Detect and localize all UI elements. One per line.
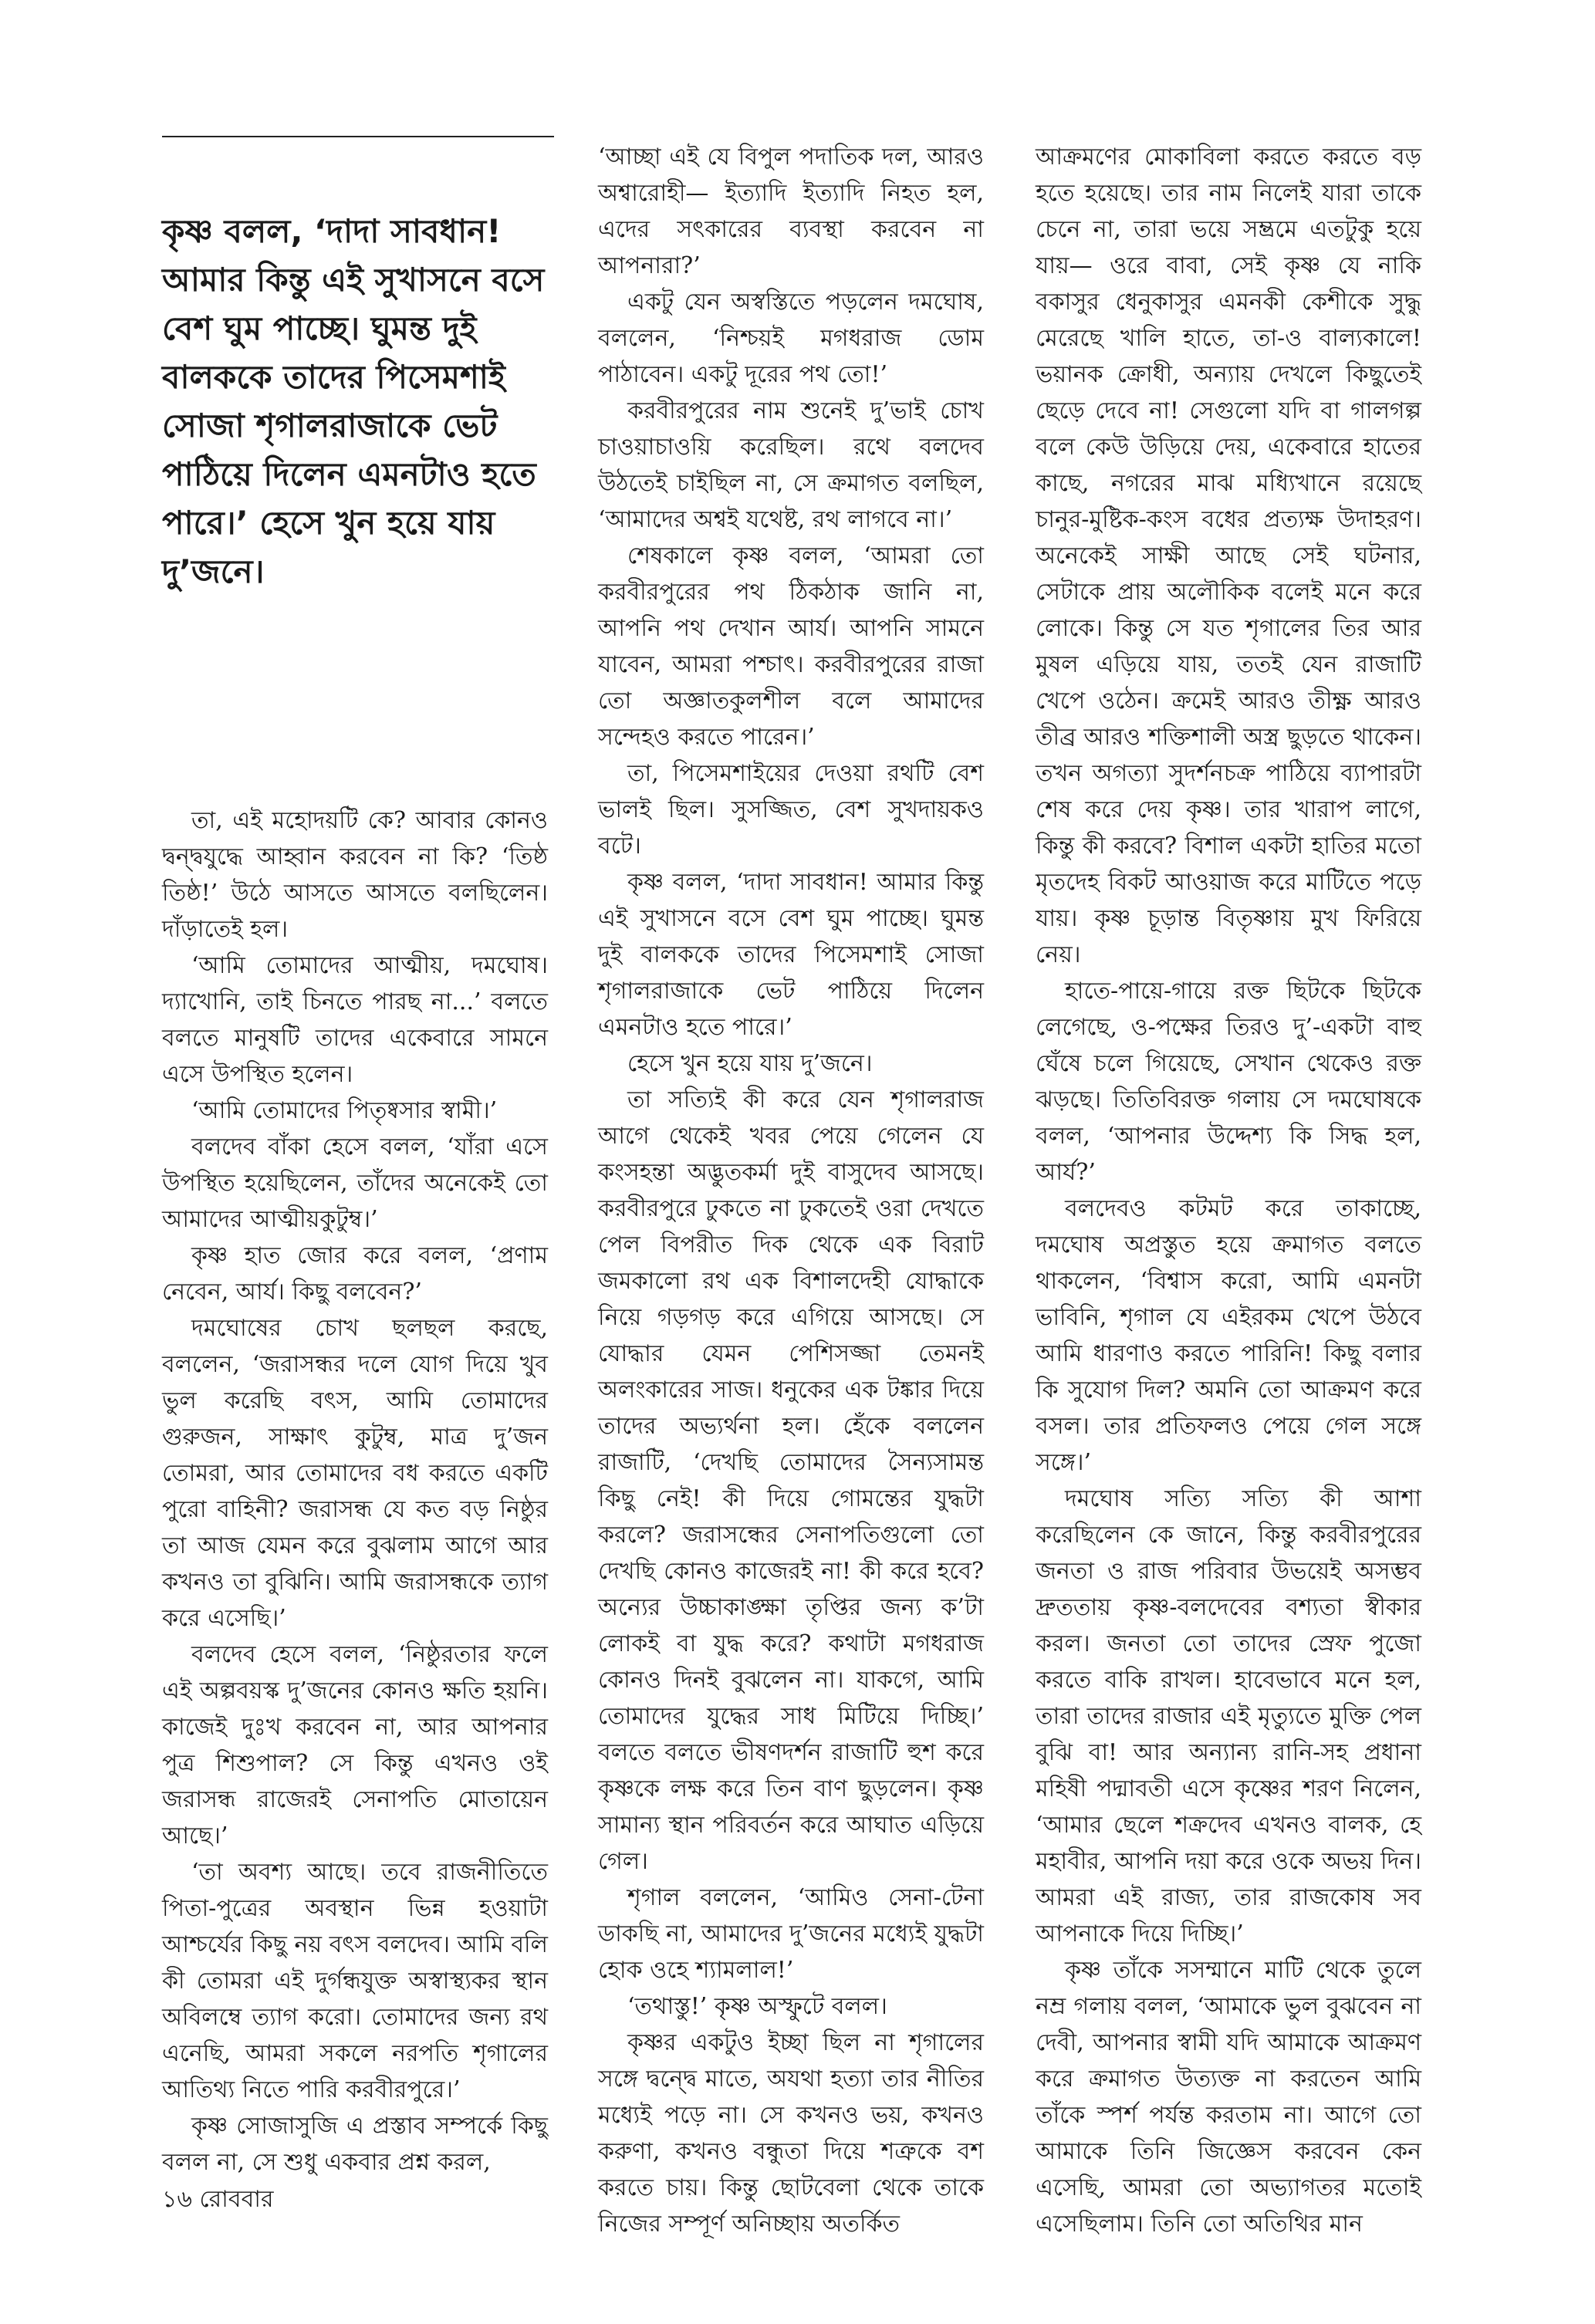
paragraph: দমঘোষ সত্যি সত্যি কী আশা করেছিলেন কে জানে, কিন্তু করবীরপুরের জনতা ও রাজ পরিবার উভয়েই অসম্ভব দ্রুততায় কৃষ্ণ-বলদেবের বশ্যতা স্বীকার করল। জনতা তো তাদের স্রেফ পুজো করতে বাকি রাখল। হাবেভাবে মনে হল, তারা তাদের রাজার এই মৃত্যুতে মুক্তি পেল বুঝি বা! আর অন্যান্য রানি-সহ প্রধানা মহিষী পদ্মাবতী এসে কৃষ্ণের শরণ নিলেন, ‘আমার ছেলে শক্রদেব এখনও বালক, হে মহাবীর, আপনি দয়া করে ওকে অভয় দিন। আমরা এই রাজ্য, তার রাজকোষ সব আপনাকে দিয়ে দিচ্ছি।’ [1036,1485,1421,1947]
pull-quote-rule [162,136,554,137]
paragraph: করবীরপুরের নাম শুনেই দু’ভাই চোখ চাওয়াচাওয়ি করেছিল। রথে বলদেব উঠতেই চাইছিল না, সে ক্রমাগত বলছিল, ‘আমাদের অশ্বই যথেষ্ট, রথ লাগবে না।’ [598,397,984,533]
paragraph: হেসে খুন হয়ে যায় দু’জনে। [627,1050,873,1077]
paragraph: শৃগাল বললেন, ‘আমিও সেনা-টেনা ডাকছি না, আমাদের দু’জনের মধ্যেই যুদ্ধটা হোক ওহে শ্যামলাল!’ [598,1884,984,1984]
paragraph: তা, পিসেমশাইয়ের দেওয়া রথটি বেশ ভালই ছিল। সুসজ্জিত, বেশ সুখদায়কও বটে। [598,760,984,860]
paragraph: বলদেব বাঁকা হেসে বলল, ‘যাঁরা এসে উপস্থিত হয়েছিলেন, তাঁদের অনেকেই তো আমাদের আত্মীয়কুটুম্ব।’ [162,1133,548,1233]
paragraph: দমঘোষের চোখ ছলছল করছে, বললেন, ‘জরাসন্ধর দলে যোগ দিয়ে খুব ভুল করেছি বৎস, আমি তোমাদের গুরুজন, সাক্ষাৎ কুটুম্ব, মাত্র দু’জন তোমরা, আর তোমাদের বধ করতে একটি পুরো বাহিনী? জরাসন্ধ যে কত বড় নিষ্ঠুর তা আজ যেমন করে বুঝলাম আগে আর কখনও তা বুঝিনি। আমি জরাসন্ধকে ত্যাগ করে এসেছি।’ [162,1315,548,1632]
article-column-1 [162,802,548,2180]
paragraph: শেষকালে কৃষ্ণ বলল, ‘আমরা তো করবীরপুরের পথ ঠিকঠাক জানি না, আপনি পথ দেখান আর্য। আপনি সামনে যাবেন, আমরা পশ্চাৎ। করবীরপুরের রাজা তো অজ্ঞাতকুলশীল বলে আমাদের সন্দেহও করতে পারেন।’ [598,542,984,751]
paragraph: হাতে-পায়ে-গায়ে রক্ত ছিটকে ছিটকে লেগেছে, ও-পক্ষের তিরও দু’-একটা বাহু ঘেঁষে চলে গিয়েছে, সেখান থেকেও রক্ত ঝড়ছে। তিতিবিরক্ত গলায় সে দমঘোষকে বলল, ‘আপনার উদ্দেশ্য কি সিদ্ধ হল, আর্য?’ [1036,978,1421,1186]
paragraph: কৃষ্ণর একটুও ইচ্ছা ছিল না শৃগালের সঙ্গে দ্বন্দ্বে মাতে, অযথা হত্যা তার নীতির মধ্যেই পড়ে না। সে কখনও ভয়, কখনও করুণা, কখনও বন্ধুতা দিয়ে শত্রুকে বশ করতে চায়। কিন্তু ছোটবেলা থেকে তাকে নিজের সম্পূর্ণ অনিচ্ছায় অতর্কিত [598,2029,984,2238]
paragraph: বলদেব হেসে বলল, ‘নিষ্ঠুরতার ফলে এই অল্পবয়স্ক দু’জনের কোনও ক্ষতি হয়নি। কাজেই দুঃখ করবেন না, আর আপনার পুত্র শিশুপাল? সে কিন্তু এখনও ওই জরাসন্ধ রাজেরই সেনাপতি মোতায়েন আছে।’ [162,1641,548,1849]
article-column-3 [1036,139,1421,2242]
page-footer-folio: ১৬ রোববার [162,2186,274,2213]
paragraph: ‘আমি তোমাদের পিতৃষ্বসার স্বামী।’ [191,1097,498,1124]
paragraph: কৃষ্ণ বলল, ‘দাদা সাবধান! আমার কিন্তু এই সুখাসনে বসে বেশ ঘুম পাচ্ছে। ঘুমন্ত দুই বালককে তাদের পিসেমশাই সোজা শৃগালরাজাকে ভেট পাঠিয়ে দিলেন এমনটাও হতে পারে।’ [598,869,984,1041]
paragraph: ‘আমি তোমাদের আত্মীয়, দমঘোষ। দ্যাখোনি, তাই চিনতে পারছ না...’ বলতে বলতে মানুষটি তাদের একেবারে সামনে এসে উপস্থিত হলেন। [162,952,548,1088]
paragraph: ‘আচ্ছা এই যে বিপুল পদাতিক দল, আরও অশ্বারোহী— ইত্যাদি ইত্যাদি নিহত হল, এদের সৎকারের ব্যবস্থা করবেন না আপনারা?’ [598,144,984,279]
paragraph: বলদেবও কটমট করে তাকাচ্ছে, দমঘোষ অপ্রস্তুত হয়ে ক্রমাগত বলতে থাকলেন, ‘বিশ্বাস করো, আমি এমনটা ভাবিনি, শৃগাল যে এইরকম খেপে উঠবে আমি ধারণাও করতে পারিনি! কিছু বলার কি সুযোগ দিল? অমনি তো আক্রমণ করে বসল। তার প্রতিফলও পেয়ে গেল সঙ্গে সঙ্গে।’ [1036,1195,1421,1476]
paragraph: তা সত্যিই কী করে যেন শৃগালরাজ আগে থেকেই খবর পেয়ে গেলেন যে কংসহন্তা অদ্ভুতকর্মা দুই বাসুদেব আসছে। করবীরপুরে ঢুকতে না ঢুকতেই ওরা দেখতে পেল বিপরীত দিক থেকে এক বিরাট জমকালো রথ এক বিশালদেহী যোদ্ধাকে নিয়ে গড়গড় করে এগিয়ে আসছে। সে যোদ্ধার যেমন পেশিসজ্জা তেমনই অলংকারের সাজ। ধনুকের এক টঙ্কার দিয়ে তাদের অভ্যর্থনা হল। হেঁকে বললেন রাজাটি, ‘দেখছি তোমাদের সৈন্যসামন্ত কিছু নেই! কী দিয়ে গোমন্তের যুদ্ধটা করলে? জরাসন্ধের সেনাপতিগুলো তো দেখছি কোনও কাজেরই না! কী করে হবে? অন্যের উচ্চাকাঙ্ক্ষা তৃপ্তির জন্য ক’টা লোকই বা যুদ্ধ করে? কথাটা মগধরাজ কোনও দিনই বুঝলেন না। যাকগে, আমি তোমাদের যুদ্ধের সাধ মিটিয়ে দিচ্ছি।’ বলতে বলতে ভীষণদর্শন রাজাটি হুশ করে কৃষ্ণকে লক্ষ করে তিন বাণ ছুড়লেন। কৃষ্ণ সামান্য স্থান পরিবর্তন করে আঘাত এড়িয়ে গেল। [598,1086,984,1875]
article-column-2 [598,139,984,2242]
paragraph: কৃষ্ণ তাঁকে সসম্মানে মাটি থেকে তুলে নম্র গলায় বলল, ‘আমাকে ভুল বুঝবেন না দেবী, আপনার স্বামী যদি আমাকে আক্রমণ করে ক্রমাগত উত্যক্ত না করতেন আমি তাঁকে স্পর্শ পর্যন্ত করতাম না। আগে তো আমাকে তিনি জিজ্ঞেস করবেন কেন এসেছি, আমরা তো অভ্যাগতর মতোই এসেছিলাম। তিনি তো অতিথির মান [1036,1957,1421,2238]
paragraph: ‘তা অবশ্য আছে। তবে রাজনীতিতে পিতা-পুত্রের অবস্থান ভিন্ন হওয়াটা আশ্চর্যের কিছু নয় বৎস বলদেব। আমি বলি কী তোমরা এই দুর্গন্ধযুক্ত অস্বাস্থ্যকর স্থান অবিলম্বে ত্যাগ করো। তোমাদের জন্য রথ এনেছি, আমরা সকলে নরপতি শৃগালের আতিথ্য নিতে পারি করবীরপুরে।’ [162,1859,548,2103]
paragraph: আক্রমণের মোকাবিলা করতে করতে বড় হতে হয়েছে। তার নাম নিলেই যারা তাকে চেনে না, তারা ভয়ে সম্ভ্রমে এতটুকু হয়ে যায়— ওরে বাবা, সেই কৃষ্ণ যে নাকি বকাসুর ধেনুকাসুর এমনকী কেশীকে সুদ্ধু মেরেছে খালি হাতে, তা-ও বাল্যকালে! ভয়ানক ক্রোধী, অন্যায় দেখলে কিছুতেই ছেড়ে দেবে না! সেগুলো যদি বা গালগল্প বলে কেউ উড়িয়ে দেয়, একেবারে হাতের কাছে, নগরের মাঝ মধ্যিখানে রয়েছে চানুর-মুষ্টিক-কংস বধের প্রত্যক্ষ উদাহরণ। অনেকেই সাক্ষী আছে সেই ঘটনার, সেটাকে প্রায় অলৌকিক বলেই মনে করে লোকে। কিন্তু সে যত শৃগালের তির আর মুষল এড়িয়ে যায়, ততই যেন রাজাটি খেপে ওঠেন। ক্রমেই আরও তীক্ষ্ণ আরও তীব্র আরও শক্তিশালী অস্ত্র ছুড়তে থাকেন। তখন অগত্যা সুদর্শনচক্র পাঠিয়ে ব্যাপারটা শেষ করে দেয় কৃষ্ণ। তার খারাপ লাগে, কিন্তু কী করবে? বিশাল একটা হাতির মতো মৃতদেহ বিকট আওয়াজ করে মাটিতে পড়ে যায়। কৃষ্ণ চূড়ান্ত বিতৃষ্ণায় মুখ ফিরিয়ে নেয়। [1036,144,1421,968]
paragraph: কৃষ্ণ হাত জোর করে বলল, ‘প্রণাম নেবেন, আর্য। কিছু বলবেন?’ [162,1242,548,1306]
paragraph: ‘তথাস্তু!’ কৃষ্ণ অস্ফুটে বলল। [627,1993,887,2020]
paragraph: একটু যেন অস্বস্তিতে পড়লেন দমঘোষ, বললেন, ‘নিশ্চয়ই মগধরাজ ডোম পাঠাবেন। একটু দূরের পথ তো!’ [598,289,984,388]
paragraph: তা, এই মহোদয়টি কে? আবার কোনও দ্বন্দ্বযুদ্ধে আহ্বান করবেন না কি? ‘তিষ্ঠ তিষ্ঠ!’ উঠে আসতে আসতে বলছিলেন। দাঁড়াতেই হল। [162,807,548,943]
pull-quote: কৃষ্ণ বলল, ‘দাদা সাবধান! আমার কিন্তু এই সুখাসনে বসে বেশ ঘুম পাচ্ছে। ঘুমন্ত দুই বালককে তাদের পিসেমশাই সোজা শৃগালরাজাকে ভেট পাঠিয়ে দিলেন এমনটাও হতে পারে।’ হেসে খুন হয়ে যায় দু’জনে। [162,212,545,590]
paragraph: কৃষ্ণ সোজাসুজি এ প্রস্তাব সম্পর্কে কিছু বলল না, সে শুধু একবার প্রশ্ন করল, [162,2113,548,2176]
